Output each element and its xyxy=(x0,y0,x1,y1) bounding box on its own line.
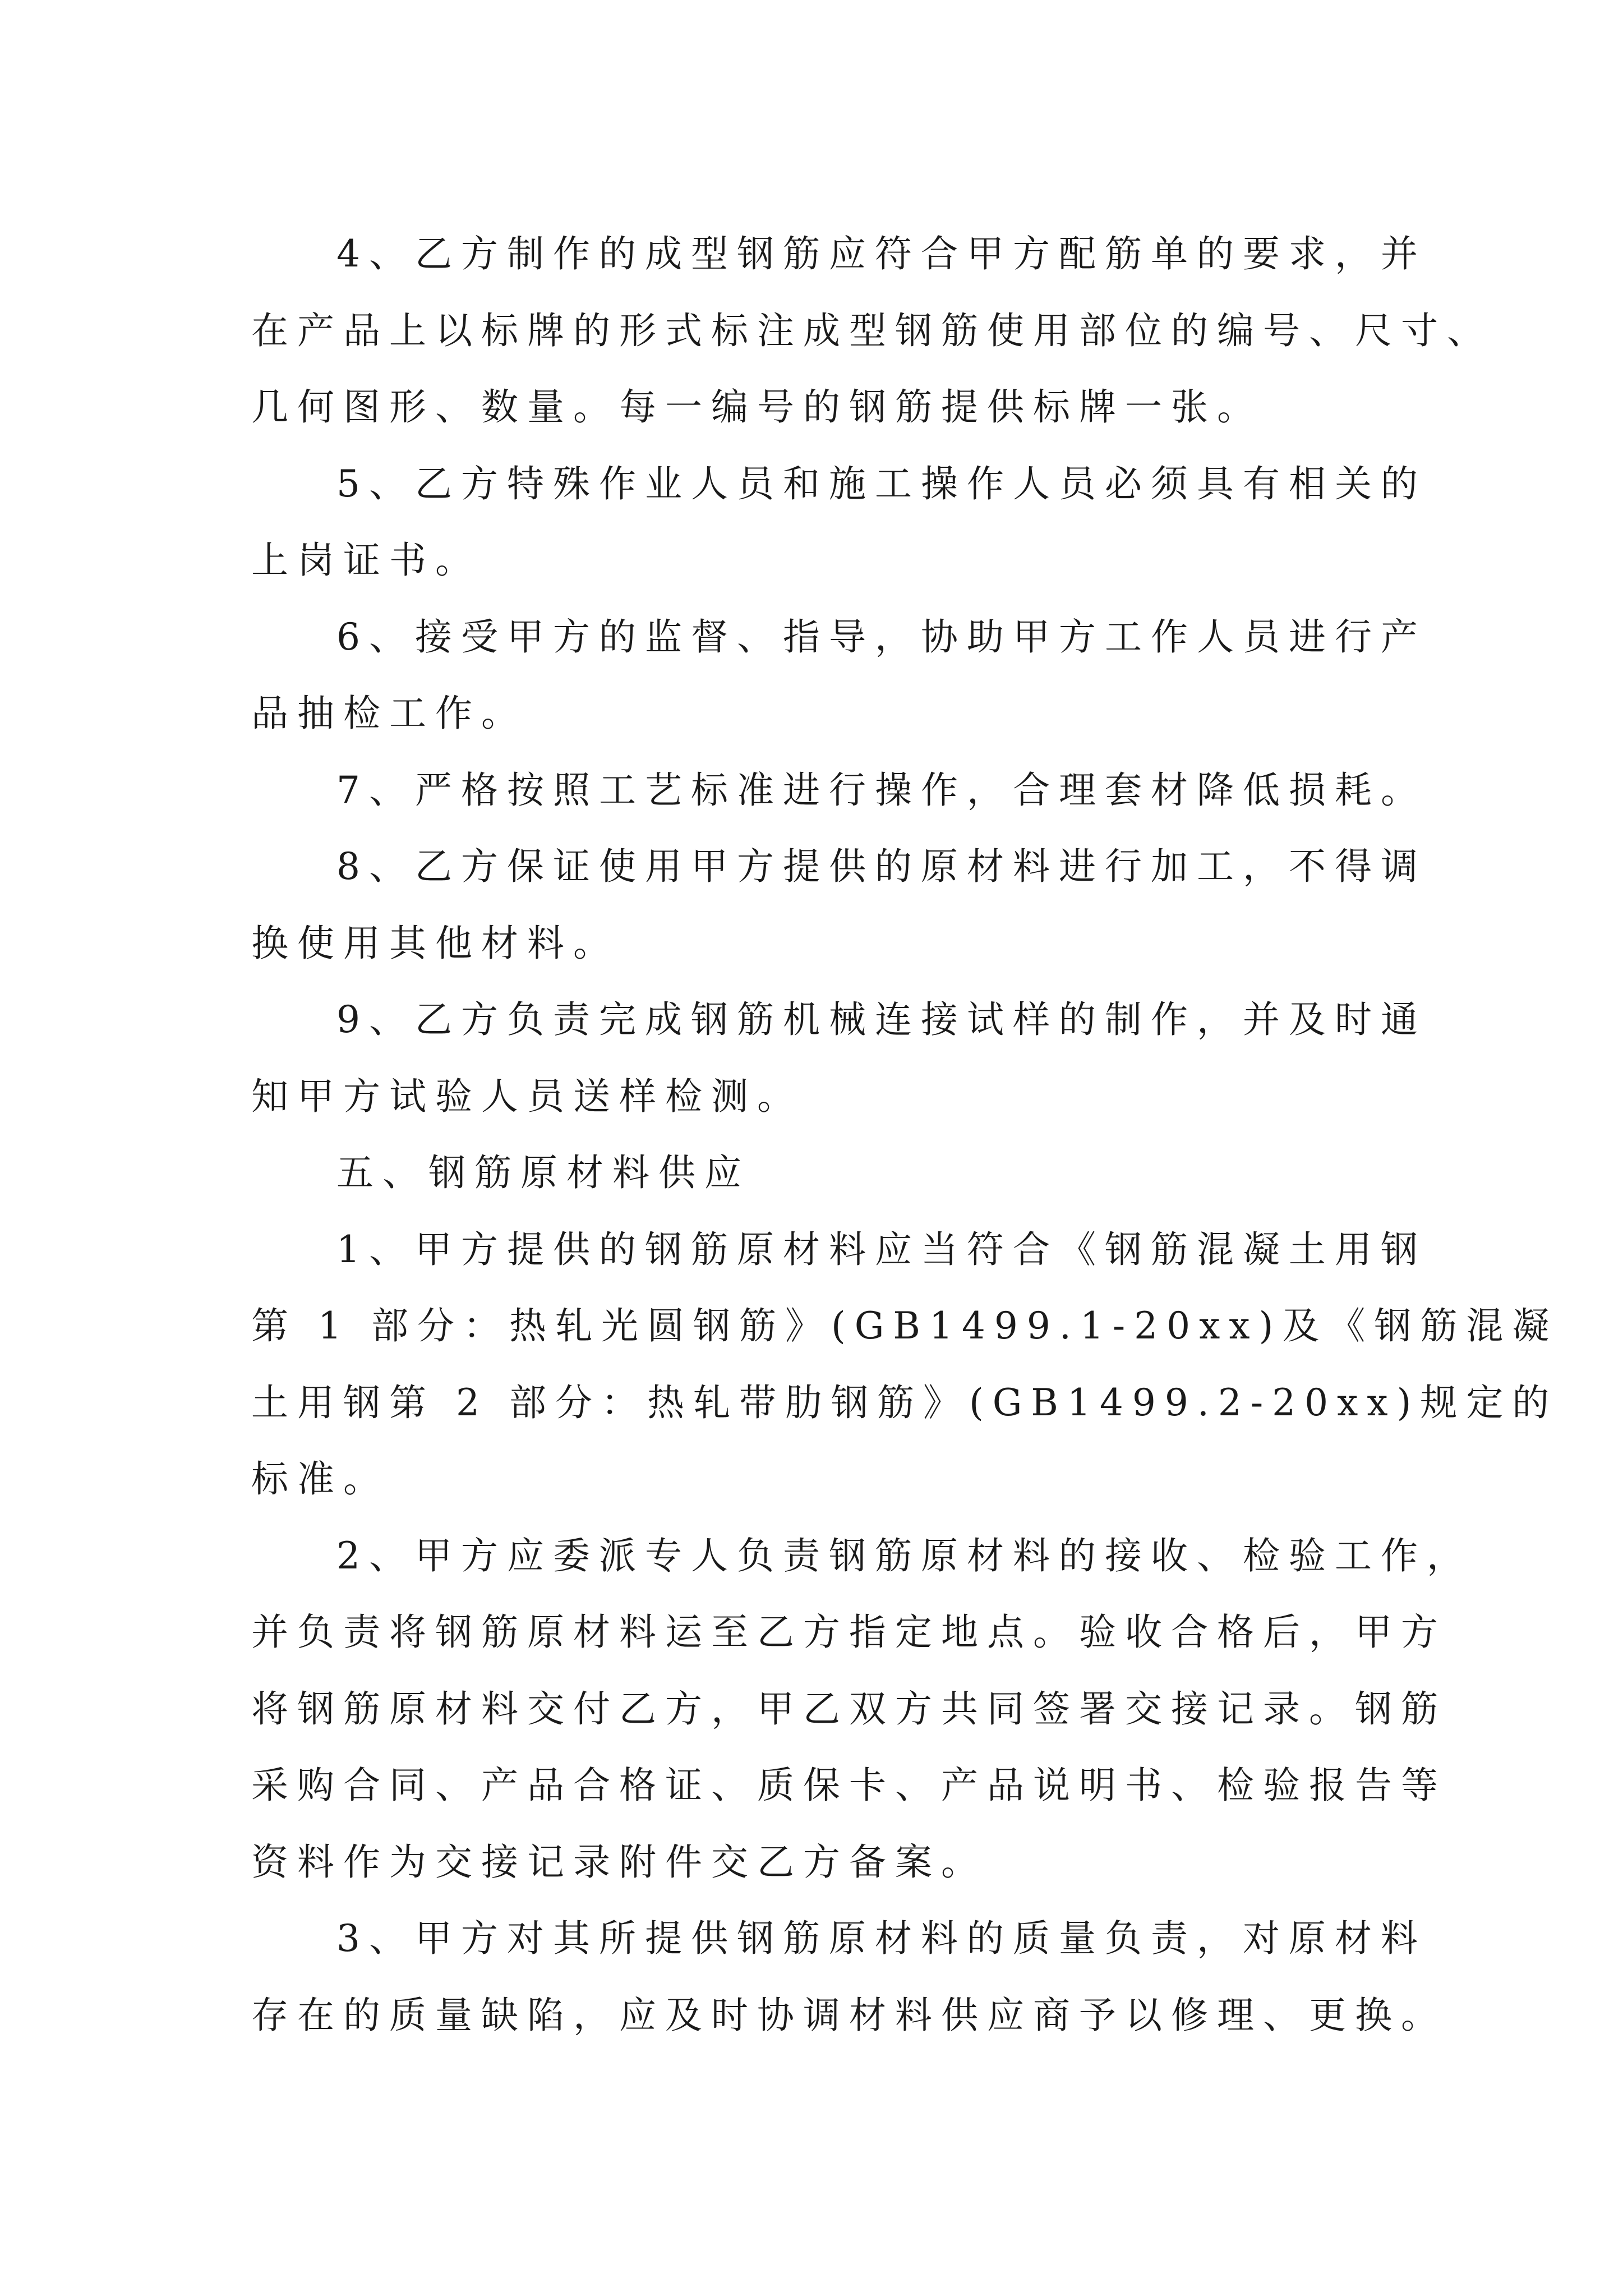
text-line: 8、乙方保证使用甲方提供的原材料进行加工，不得调 xyxy=(336,845,1427,888)
text-line: 将钢筋原材料交付乙方，甲乙双方共同签署交接记录。钢筋 xyxy=(251,1687,1447,1731)
text-line: 几何图形、数量。每一编号的钢筋提供标牌一张。 xyxy=(251,385,1263,429)
clause-4-8-paragraph xyxy=(251,829,1427,982)
text-line: 9、乙方负责完成钢筋机械连接试样的制作，并及时通 xyxy=(336,998,1427,1041)
section-heading-text: 五、钢筋原材料供应 xyxy=(336,1151,750,1194)
text-line: 在产品上以标牌的形式标注成型钢筋使用部位的编号、尺寸、 xyxy=(251,309,1493,352)
text-line: 5、乙方特殊作业人员和施工操作人员必须具有相关的 xyxy=(336,462,1427,505)
text-line: 品抽检工作。 xyxy=(251,692,527,735)
text-line: 1、甲方提供的钢筋原材料应当符合《钢筋混凝土用钢 xyxy=(336,1227,1427,1271)
text-line: 4、乙方制作的成型钢筋应符合甲方配筋单的要求，并 xyxy=(336,232,1427,275)
clause-4-9-paragraph xyxy=(251,982,1427,1135)
text-line: 第 1 部分：热轧光圆钢筋》(GB1499.1-20xx)及《钢筋混凝 xyxy=(251,1304,1559,1347)
text-line: 并负责将钢筋原材料运至乙方指定地点。验收合格后，甲方 xyxy=(251,1611,1447,1654)
section-5-heading xyxy=(251,1135,1378,1212)
text-line: 存在的质量缺陷，应及时协调材料供应商予以修理、更换。 xyxy=(251,1993,1447,2037)
clause-4-5-paragraph xyxy=(251,446,1427,599)
clause-5-3-paragraph xyxy=(251,1901,1447,2054)
text-line: 标准。 xyxy=(251,1457,389,1501)
text-line: 资料作为交接记录附件交乙方备案。 xyxy=(251,1840,987,1884)
text-line: 3、甲方对其所提供钢筋原材料的质量负责，对原材料 xyxy=(336,1917,1427,1960)
document-body xyxy=(251,216,1559,2054)
text-line: 土用钢第 2 部分：热轧带肋钢筋》(GB1499.2-20xx)规定的 xyxy=(251,1381,1559,1424)
text-line: 换使用其他材料。 xyxy=(251,921,619,965)
clause-5-1-paragraph xyxy=(251,1212,1559,1518)
text-line: 2、甲方应委派专人负责钢筋原材料的接收、检验工作， xyxy=(336,1534,1473,1577)
text-line: 采购合同、产品合格证、质保卡、产品说明书、检验报告等 xyxy=(251,1764,1447,1807)
text-line: 知甲方试验人员送样检测。 xyxy=(251,1074,803,1118)
clause-4-4-paragraph xyxy=(251,216,1493,446)
clause-4-7-paragraph xyxy=(251,752,1427,829)
text-line: 上岗证书。 xyxy=(251,539,481,582)
clause-5-2-paragraph xyxy=(251,1518,1473,1901)
text-line: 6、接受甲方的监督、指导，协助甲方工作人员进行产 xyxy=(336,615,1427,659)
clause-4-6-paragraph xyxy=(251,599,1427,752)
text-line: 7、严格按照工艺标准进行操作，合理套材降低损耗。 xyxy=(336,768,1427,812)
